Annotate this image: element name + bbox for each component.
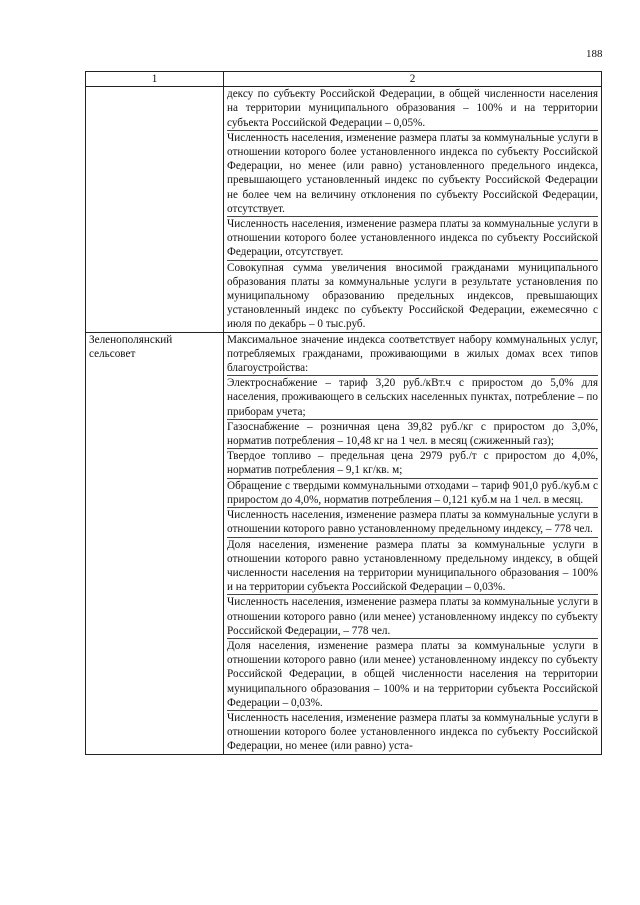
table-row xyxy=(86,332,602,754)
description-cell xyxy=(224,87,602,332)
paragraph: Численность населения, изменение размера платы за коммунальные услуги в отношении которого равно установленному предельному индексу, – 778 чел. xyxy=(227,509,598,536)
paragraph: Твердое топливо – предельная цена 2979 руб./т с приростом до 4,0%, норматив потребления – 9,1 кг/кв. м; xyxy=(227,450,598,477)
paragraph: Доля населения, изменение размера платы за коммунальные услуги в отношении которого равно установленному предельному индексу, в общей численности населения на территории муниципального образования – 100% и на территории субъекта Российской Федерации – 0,03%. xyxy=(227,538,598,594)
paragraph: Обращение с твердыми коммунальными отходами – тариф 901,0 руб./куб.м с приростом до 4,0%, норматив потребления – 0,121 куб.м на 1 чел. в месяц. xyxy=(227,479,598,506)
paragraph: Максимальное значение индекса соответствует набору коммунальных услуг, потребляемых гражданами, проживающими в жилых домах всех типов благоустройства: xyxy=(227,333,598,375)
paragraph: Численность населения, изменение размера платы за коммунальные услуги в отношении которого более установленного индекса по субъекту Российской Федерации, но менее (или равно) уста- xyxy=(227,711,598,753)
paragraph: Численность населения, изменение размера платы за коммунальные услуги в отношении которого более установленного индекса по субъекту Российской Федерации, отсутствует. xyxy=(227,218,598,259)
column-header-2: 2 xyxy=(224,72,602,87)
paragraph: Электроснабжение – тариф 3,20 руб./кВт.ч с приростом до 5,0% для населения, проживающего в сельских населенных пунктах, потребление – по приборам учета; xyxy=(227,377,598,418)
paragraph: Совокупная сумма увеличения вносимой гражданами муниципального образования платы за коммунальные услуги в результате установления по муниципальному образованию предельных индексов, превышающих установленный индекс по субъекту Российской Федерации, ежемесячно с июля по декабрь – 0 тыс.руб. xyxy=(227,261,598,331)
table-header-row xyxy=(86,72,602,87)
settlement-name-cell xyxy=(86,87,224,332)
document-table xyxy=(85,71,602,755)
paragraph: дексу по субъекту Российской Федерации, в общей численности населения на территории муниципального образования – 100% и на территории субъекта Российской Федерации – 0,05%. xyxy=(227,88,598,129)
description-cell xyxy=(224,332,602,754)
paragraph: Численность населения, изменение размера платы за коммунальные услуги в отношении которого равно (или менее) установленному индексу по субъекту Российской Федерации, – 778 чел. xyxy=(227,596,598,637)
table-row xyxy=(86,87,602,332)
settlement-name-cell: Зеленополянский сельсовет xyxy=(86,332,224,754)
paragraph: Газоснабжение – розничная цена 39,82 руб./кг с приростом до 3,0%, норматив потребления – 10,48 кг на 1 чел. в месяц (сжиженный газ); xyxy=(227,420,598,448)
paragraph: Численность населения, изменение размера платы за коммунальные услуги в отношении которого более установленного индекса по субъекту Российской Федерации, но менее (или равно) установленного предельного индекса, превышающего установленный индекс по субъекту Российской Федерации не более чем на величину отклонения по субъекту Российской Федерации, отсутствует. xyxy=(227,131,598,215)
column-header-1: 1 xyxy=(86,72,224,87)
paragraph: Доля населения, изменение размера платы за коммунальные услуги в отношении которого равно (или менее) установленному индексу по субъекту Российской Федерации, в общей численности населения на территории муниципального образования – 100% и на территории субъекта Российской Федерации – 0,03%. xyxy=(227,639,598,709)
page-number: 188 xyxy=(586,48,603,60)
